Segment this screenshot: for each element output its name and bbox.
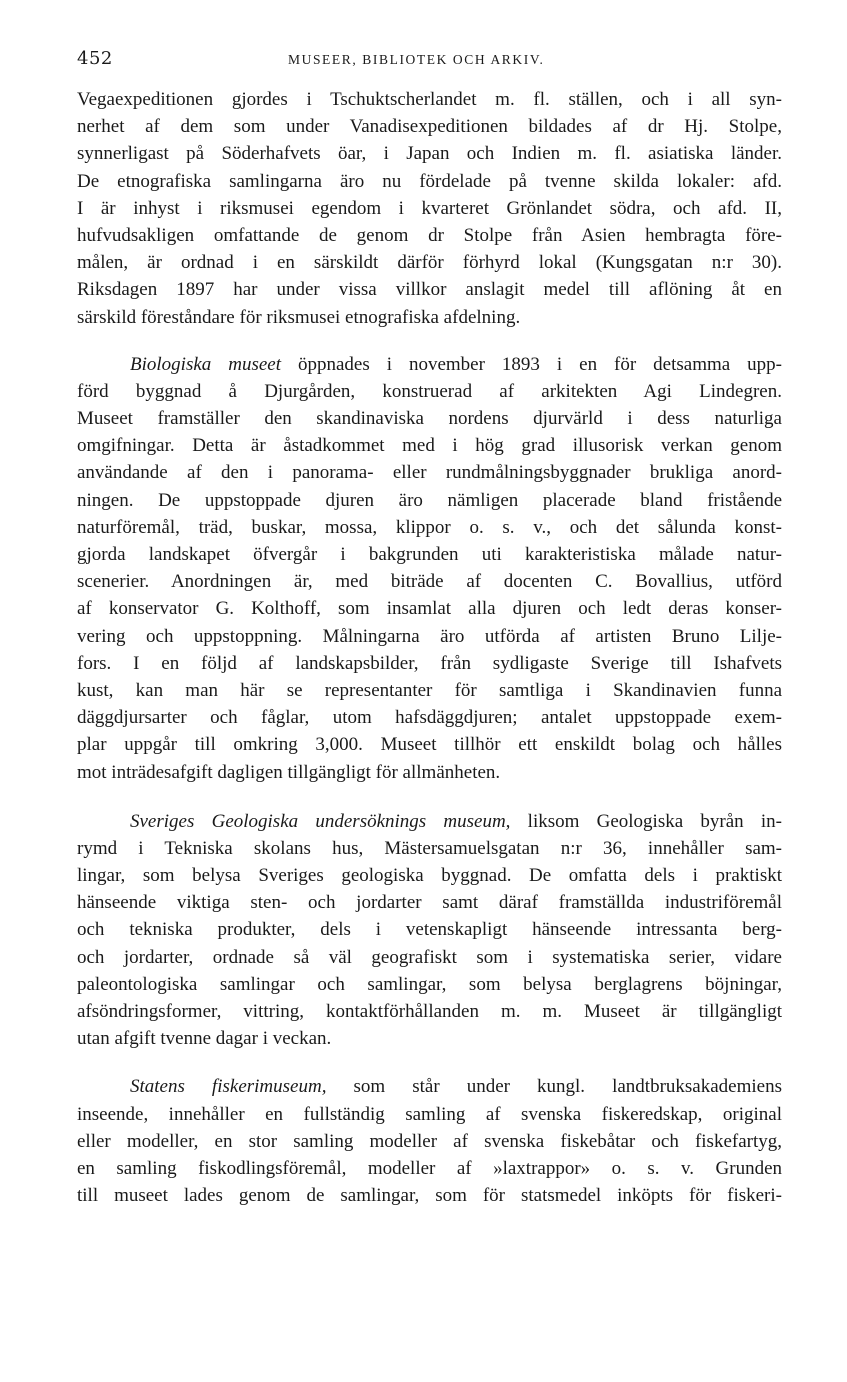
text-line: af konservator G. Kolthoff, som insamlat alla djuren och ledt deras konser- xyxy=(77,598,782,620)
museum-name-geologiska: Sveriges Geologiska undersöknings museum, xyxy=(130,810,511,832)
text-line: och tekniska produkter, dels i vetenskapligt hänseende intressanta berg- xyxy=(77,919,782,941)
text-line: målen, är ordnad i en särskildt därför förhyrd lokal (Kungsgatan n:r 30). xyxy=(77,252,782,274)
body-text xyxy=(77,86,782,1209)
text-line: eller modeller, en stor samling modeller af svenska fiskebåtar och fiskefartyg, xyxy=(77,1130,782,1152)
text-line: Vegaexpeditionen gjordes i Tschuktscherlandet m. fl. ställen, och i all syn- xyxy=(77,89,782,110)
text-line: däggdjursarter och fåglar, utom hafsdäggdjuren; antalet uppstoppade exem- xyxy=(77,707,782,729)
text-line: fors. I en följd af landskapsbilder, från sydligaste Sverige till Ishafvets xyxy=(77,652,782,674)
paragraph-geologiska-museum xyxy=(77,808,782,1053)
text-line: omgifningar. Detta är åstadkommet med i hög grad illusorisk verkan genom xyxy=(77,435,782,457)
text-line-first xyxy=(77,1073,782,1100)
text-line: särskild föreståndare för riksmusei etnografiska afdelning. xyxy=(77,306,521,328)
text-line: gjorda landskapet öfvergår i bakgrunden uti karakteristiska målade natur- xyxy=(77,544,782,565)
running-head-title: MUSEER, BIBLIOTEK OCH ARKIV. xyxy=(288,52,545,67)
museum-name-biologiska: Biologiska museet xyxy=(130,353,282,375)
running-head xyxy=(77,48,782,72)
text-line: hufvudsakligen omfattande de genom dr Stolpe från Asien hembragta före- xyxy=(77,224,782,246)
text-line: mot inträdesafgift dagligen tillgängligt för allmänheten. xyxy=(77,761,501,783)
text-line: afsöndringsformer, vittring, kontaktförhållanden m. m. Museet är tillgängligt xyxy=(77,1001,782,1022)
text-line: utan afgift tvenne dagar i veckan. xyxy=(77,1028,332,1050)
text-line: inseende, innehåller en fullständig samling af svenska fiskeredskap, original xyxy=(77,1103,782,1125)
text-line: ningen. De uppstoppade djuren äro nämligen placerade bland fristående xyxy=(77,489,782,511)
text-line-rest: som står under kungl. landtbruksakademiens xyxy=(326,1076,782,1098)
text-line-rest: öppnades i november 1893 i en för detsamma upp- xyxy=(281,353,783,375)
text-line: och jordarter, ordnade så väl geografiskt som i systematiska serier, vidare xyxy=(77,946,782,968)
text-line: lingar, som belysa Sveriges geologiska byggnad. De omfatta dels i praktiskt xyxy=(77,865,782,887)
museum-name-fiskeri: Statens fiskerimuseum, xyxy=(130,1076,327,1098)
text-line: hänseende viktiga sten- och jordarter samt däraf framställda industriföremål xyxy=(77,892,782,914)
paragraph-biologiska-museet xyxy=(77,351,782,786)
text-line: De etnografiska samlingarna äro nu fördelade på tvenne skilda lokaler: afd. xyxy=(77,170,782,192)
text-line: plar uppgår till omkring 3,000. Museet tillhör ett enskildt bolag och hålles xyxy=(77,734,782,756)
text-line: kust, kan man här se representanter för samtliga i Skandinavien funna xyxy=(77,679,782,701)
text-line: nerhet af dem som under Vanadisexpeditionen bildades af dr Hj. Stolpe, xyxy=(77,116,782,138)
text-line: rymd i Tekniska skolans hus, Mästersamuelsgatan n:r 36, innehåller sam- xyxy=(77,837,782,859)
text-line-rest: liksom Geologiska byrån in- xyxy=(510,810,782,832)
text-line: scenerier. Anordningen är, med biträde af docenten C. Bovallius, utförd xyxy=(77,571,782,593)
text-line: till museet lades genom de samlingar, som för statsmedel inköpts för fiskeri- xyxy=(77,1185,782,1207)
page-number: 452 xyxy=(77,48,113,69)
text-line: användande af den i panorama- eller rundmålningsbyggnader brukliga anord- xyxy=(77,462,782,484)
text-line: synnerligast på Söderhafvets öar, i Japan och Indien m. fl. asiatiska länder. xyxy=(77,143,782,165)
text-line-first xyxy=(77,808,782,835)
paragraph-etnografiska xyxy=(77,86,782,331)
text-line: naturföremål, träd, buskar, mossa, klippor o. s. v., och det sålunda konst- xyxy=(77,516,782,538)
text-line: vering och uppstoppning. Målningarna äro utförda af artisten Bruno Lilje- xyxy=(77,625,782,647)
text-line: paleontologiska samlingar och samlingar, som belysa berglagrens böjningar, xyxy=(77,973,782,995)
text-line: en samling fiskodlingsföremål, modeller af »laxtrappor» o. s. v. Grunden xyxy=(77,1157,782,1179)
text-line: Museet framställer den skandinaviska nordens djurvärld i dess naturliga xyxy=(77,408,782,430)
paragraph-fiskerimuseum xyxy=(77,1073,782,1209)
text-line: förd byggnad å Djurgården, konstruerad af arkitekten Agi Lindegren. xyxy=(77,380,782,402)
text-line-first xyxy=(77,351,782,378)
text-line: I är inhyst i riksmusei egendom i kvarteret Grönlandet södra, och afd. II, xyxy=(77,197,782,219)
text-line: Riksdagen 1897 har under vissa villkor anslagit medel till aflöning åt en xyxy=(77,279,782,301)
